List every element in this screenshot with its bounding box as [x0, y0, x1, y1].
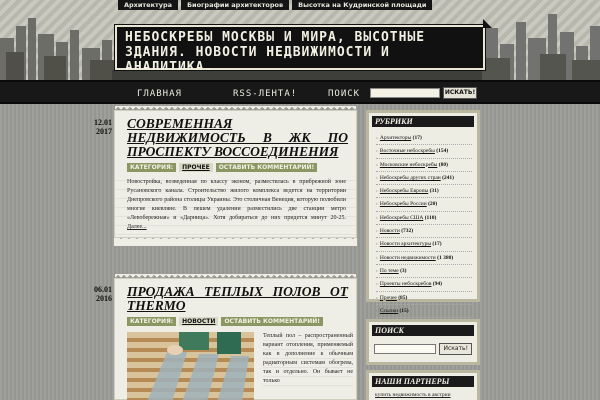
- sidebar-search-input[interactable]: [374, 344, 436, 354]
- post-date-year: 2016: [96, 294, 112, 303]
- rubric-count: (110): [424, 214, 437, 221]
- post-date-year: 2017: [96, 127, 112, 136]
- rubric-item[interactable]: [376, 292, 472, 305]
- rubric-name[interactable]: Небоскребы других стран: [379, 174, 441, 181]
- post-card: [114, 110, 357, 238]
- partner-link[interactable]: купить недвижимость в австрии: [375, 392, 451, 398]
- topnav-kudrinskaya-link[interactable]: Высотка на Кудринской площади: [292, 0, 432, 10]
- post-excerpt: Теплый пол – распространенный вариант отопления, применяемый как в дополнение к обычным радиаторным системам обогрева, так и отдельно. Он бывает не только: [263, 333, 353, 384]
- post-category-link[interactable]: НОВОСТИ: [179, 317, 218, 326]
- post-comment-link[interactable]: ОСТАВИТЬ КОММЕНТАРИЙ!: [221, 317, 323, 326]
- rubric-item[interactable]: [376, 145, 472, 158]
- post-category-link[interactable]: ПРОЧЕЕ: [179, 163, 213, 172]
- post-title[interactable]: СОВРЕМЕННАЯ НЕДВИЖИМОСТЬ В ЖК ПО ПРОСПЕКТУ ВОССОЕДИНЕНИЯ: [127, 116, 348, 159]
- site-header: [0, 0, 600, 80]
- rubric-name[interactable]: Новости: [379, 228, 400, 235]
- top-nav: [118, 0, 432, 10]
- rubric-count: (154): [436, 148, 449, 155]
- rubric-count: (1 380): [437, 254, 454, 261]
- search-widget: [366, 319, 480, 365]
- rubric-item[interactable]: [376, 132, 472, 145]
- rubric-count: (17): [412, 135, 422, 141]
- nav-search-input[interactable]: [370, 88, 440, 98]
- rubric-name[interactable]: Проекты небоскребов: [379, 281, 432, 288]
- rubric-item[interactable]: [376, 198, 472, 211]
- rubric-item[interactable]: [376, 265, 472, 278]
- rubric-item[interactable]: [376, 225, 472, 238]
- post-excerpt-text: Новостройка, возведенная по классу эконом, разместилась в прибрежной зоне Русановского канала. Строительство жилого комплекса ведется на территории Днепровского района столицы Украины. Это столичная Венеция, которую полюбили многие киевляне. В пешем удалении разместились две станции метро «Левобережная» и «Дарница». Хотя добираться до них придется минут 20-25.: [127, 179, 346, 221]
- rubric-item[interactable]: [376, 252, 472, 265]
- rubrics-widget: [366, 110, 480, 314]
- nav-rss-link[interactable]: RSS-ЛЕНТА!: [233, 89, 298, 99]
- rubric-name[interactable]: Небоскребы Европы: [379, 188, 429, 195]
- post-date-day: 12.01: [94, 118, 112, 127]
- rubrics-title: РУБРИКИ: [372, 116, 474, 127]
- site-title[interactable]: НЕБОСКРЕБЫ МОСКВЫ И МИРА, ВЫСОТНЫЕ ЗДАНИЯ. НОВОСТИ НЕДВИЖИМОСТИ И АНАЛИТИКА.: [125, 30, 426, 75]
- nav-search-button[interactable]: ИСКАТЬ!: [443, 87, 477, 99]
- rubric-item[interactable]: [376, 278, 472, 291]
- rubric-count: (94): [432, 281, 442, 288]
- rubric-count: (17): [432, 241, 442, 248]
- topnav-biographies-link[interactable]: Биографии архитекторов: [181, 0, 289, 10]
- post-meta: [127, 317, 348, 326]
- rubric-name[interactable]: Московские небоскребы: [379, 161, 438, 168]
- rubric-count: (15): [399, 307, 409, 314]
- search-form: [369, 339, 477, 361]
- post-category-label: КАТЕГОРИЯ:: [127, 317, 176, 326]
- post-date: [72, 119, 112, 136]
- rubric-count: (85): [398, 294, 408, 301]
- partners-widget: [366, 370, 480, 400]
- rubric-item[interactable]: [376, 159, 472, 172]
- nav-home-link[interactable]: ГЛАВНАЯ: [137, 89, 182, 99]
- sidebar-search-button[interactable]: Искать!: [439, 343, 472, 355]
- post-excerpt: [115, 172, 356, 236]
- rubric-count: (732): [401, 228, 414, 235]
- post-meta: [127, 163, 348, 172]
- content-area: [0, 104, 600, 400]
- post-image-floor-heating[interactable]: [127, 332, 254, 400]
- read-more-link[interactable]: Далее...: [127, 224, 147, 230]
- rubric-item[interactable]: [376, 185, 472, 198]
- rubric-item[interactable]: [376, 172, 472, 185]
- rubric-item[interactable]: [376, 305, 472, 318]
- rubric-name[interactable]: Ссылки: [379, 307, 399, 314]
- rubric-name[interactable]: Архитекторы: [379, 135, 412, 141]
- site-title-box[interactable]: [115, 25, 485, 75]
- rubric-count: (3): [400, 267, 407, 274]
- rubric-count: (241): [442, 174, 455, 181]
- rubric-count: (20): [428, 201, 438, 208]
- post-comment-link[interactable]: ОСТАВИТЬ КОММЕНТАРИЙ!: [216, 163, 318, 172]
- rubric-item[interactable]: [376, 212, 472, 225]
- rubrics-list: [369, 130, 477, 335]
- rubric-name[interactable]: По теме: [379, 267, 399, 274]
- post-date-day: 06.01: [94, 285, 112, 294]
- rubric-count: (31): [429, 188, 439, 195]
- torn-edge: [114, 238, 357, 246]
- nav-search-label: ПОИСК: [328, 89, 361, 99]
- rubric-name[interactable]: Новости недвижимости: [379, 254, 436, 261]
- rubric-name[interactable]: Восточные небоскребы: [379, 148, 435, 155]
- rubric-count: (80): [438, 161, 448, 168]
- post-card: [114, 278, 357, 400]
- post-category-label: КАТЕГОРИЯ:: [127, 163, 176, 172]
- rubric-name[interactable]: Небоскребы США: [379, 214, 424, 221]
- rubric-name[interactable]: Новости архитектуры: [379, 241, 432, 248]
- rubric-item[interactable]: [376, 238, 472, 251]
- topnav-architecture-link[interactable]: Архитектура: [118, 0, 178, 10]
- search-widget-title: ПОИСК: [372, 325, 474, 336]
- rubric-name[interactable]: Небоскребы России: [379, 201, 427, 208]
- rubric-name[interactable]: Прочее: [379, 294, 397, 301]
- main-navbar: [0, 80, 600, 104]
- post-title[interactable]: ПРОДАЖА ТЕПЛЫХ ПОЛОВ ОТ THERMO: [127, 284, 348, 313]
- post-date: [72, 286, 112, 303]
- partners-title: НАШИ ПАРТНЕРЫ: [372, 376, 474, 387]
